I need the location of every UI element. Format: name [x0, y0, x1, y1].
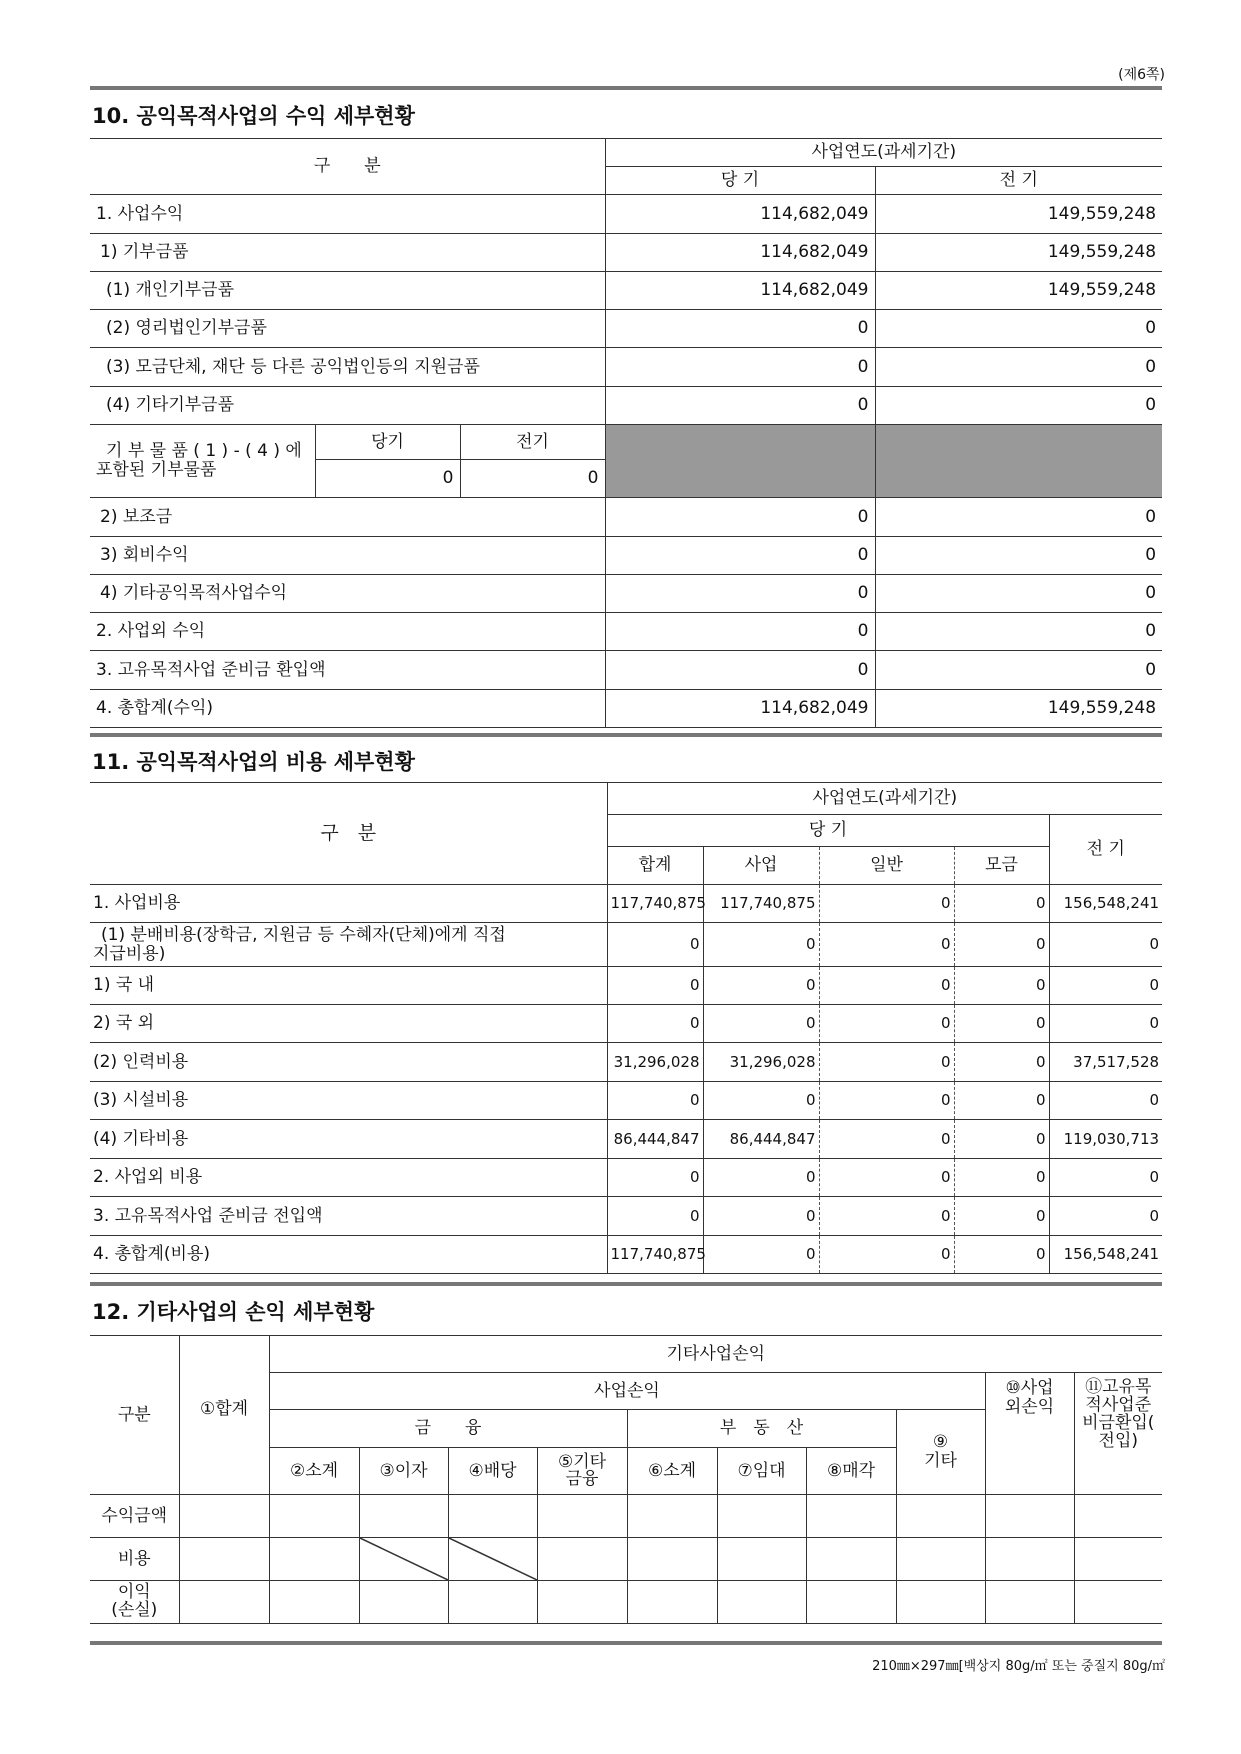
expense-total-row: 4. 총합계(비용) 117,740,875 0 0 0 156,548,241: [90, 1236, 1162, 1274]
expense-header-category: 구 분: [90, 783, 607, 885]
expense-header-general: 일반: [819, 847, 954, 885]
page-number: (제6쪽): [1118, 67, 1165, 83]
revenue-row: 4) 기타공익목적사업수익 0 0: [90, 575, 1162, 613]
revenue-row: 1. 사업수익 114,682,049 149,559,248: [90, 195, 1162, 234]
pl-header-etc: ⑨ 기타: [896, 1410, 985, 1495]
pl-header-business: 사업손익: [269, 1373, 985, 1410]
revenue-row: 2. 사업외 수익 0 0: [90, 613, 1162, 651]
expense-header-business: 사업: [703, 847, 819, 885]
revenue-table: [90, 138, 1162, 728]
section12-title: 12. 기타사업의 손익 세부현황: [92, 1300, 375, 1324]
pl-header-interest: ③이자: [359, 1448, 448, 1495]
other-business-table: [90, 1335, 1162, 1624]
revenue-row: 1) 기부금품 114,682,049 149,559,248: [90, 234, 1162, 272]
pl-row-cost: 비용: [90, 1538, 1162, 1581]
pl-header-other-finance: ⑤기타 금융: [537, 1448, 627, 1495]
pl-header-other: 기타사업손익: [269, 1336, 1162, 1373]
expense-header-fundraising: 모금: [954, 847, 1049, 885]
pl-header-realestate: 부 동 산: [627, 1410, 896, 1448]
footer-rule: [90, 1641, 1162, 1645]
expense-row: 1. 사업비용 117,740,875 117,740,875 0 0 156,548,241: [90, 885, 1162, 923]
goods-previous-header: 전기: [460, 425, 605, 460]
shaded-cell: [605, 425, 875, 498]
revenue-row: (1) 개인기부금품 114,682,049 149,559,248: [90, 272, 1162, 310]
revenue-header-previous: 전 기: [875, 167, 1162, 195]
expense-row: (2) 인력비용 31,296,028 31,296,028 0 0 37,517,528: [90, 1043, 1162, 1082]
expense-row: (3) 시설비용 0 0 0 0 0: [90, 1082, 1162, 1120]
expense-row: 2. 사업외 비용 0 0 0 0 0: [90, 1159, 1162, 1197]
expense-row: 1) 국 내 0 0 0 0 0: [90, 967, 1162, 1005]
pl-header-sale: ⑧매각: [806, 1448, 896, 1495]
shaded-cell: [875, 425, 1162, 498]
expense-header-previous: 전 기: [1049, 815, 1162, 885]
pl-header-category: 구분: [90, 1336, 179, 1495]
pl-header-realestate-subtotal: ⑥소계: [627, 1448, 717, 1495]
revenue-row: 2) 보조금 0 0: [90, 498, 1162, 537]
revenue-row: (4) 기타기부금품 0 0: [90, 387, 1162, 425]
pl-row-profit: 이익 (손실): [90, 1581, 1162, 1624]
expense-row: 3. 고유목적사업 준비금 전입액 0 0 0 0 0: [90, 1197, 1162, 1236]
revenue-total-row: 4. 총합계(수익) 114,682,049 149,559,248: [90, 690, 1162, 728]
goods-current-value: 0: [315, 460, 460, 498]
expense-row: (4) 기타비용 86,444,847 86,444,847 0 0 119,030,713: [90, 1120, 1162, 1159]
pl-header-reserve: ⑪고유목 적사업준 비금환입( 전입): [1074, 1373, 1162, 1495]
section10-bottom-rule: [90, 733, 1162, 737]
revenue-header-current: 당 기: [605, 167, 875, 195]
goods-previous-value: 0: [460, 460, 605, 498]
expense-table: [90, 782, 1162, 1274]
goods-label: 기 부 물 품 ( 1 ) - ( 4 ) 에 포함된 기부물품: [90, 425, 315, 498]
revenue-header-category: 구 분: [90, 139, 605, 195]
expense-row: (1) 분배비용(장학금, 지원금 등 수혜자(단체)에게 직접 지급비용) 0 0 0 0 0: [90, 923, 1162, 967]
pl-row-revenue: 수익금액: [90, 1495, 1162, 1538]
expense-row: 2) 국 외 0 0 0 0 0: [90, 1005, 1162, 1043]
expense-header-current: 당 기: [607, 815, 1049, 847]
revenue-row: 3) 회비수익 0 0: [90, 537, 1162, 575]
revenue-header-year: 사업연도(과세기간): [605, 139, 1162, 167]
section10-top-rule: [90, 86, 1162, 90]
pl-header-total: ①합계: [179, 1336, 269, 1495]
pl-header-finance: 금 융: [269, 1410, 627, 1448]
pl-header-rent: ⑦임대: [717, 1448, 806, 1495]
paper-spec-note: 210㎜×297㎜[백상지 80g/㎡ 또는 중질지 80g/㎡: [872, 1659, 1165, 1674]
pl-header-finance-subtotal: ②소계: [269, 1448, 359, 1495]
section10-title: 10. 공익목적사업의 수익 세부현황: [92, 104, 415, 128]
revenue-row: (2) 영리법인기부금품 0 0: [90, 310, 1162, 348]
diagonal-slash: [448, 1538, 537, 1581]
expense-header-year: 사업연도(과세기간): [607, 783, 1162, 815]
revenue-row: (3) 모금단체, 재단 등 다른 공익법인등의 지원금품 0 0: [90, 348, 1162, 387]
pl-header-nonbusiness: ⑩사업 외손익: [985, 1373, 1074, 1495]
pl-header-dividend: ④배당: [448, 1448, 537, 1495]
expense-header-total: 합계: [607, 847, 703, 885]
revenue-row: 3. 고유목적사업 준비금 환입액 0 0: [90, 651, 1162, 690]
section11-title: 11. 공익목적사업의 비용 세부현황: [92, 750, 415, 774]
goods-current-header: 당기: [315, 425, 460, 460]
diagonal-slash: [359, 1538, 448, 1581]
section11-bottom-rule: [90, 1282, 1162, 1286]
